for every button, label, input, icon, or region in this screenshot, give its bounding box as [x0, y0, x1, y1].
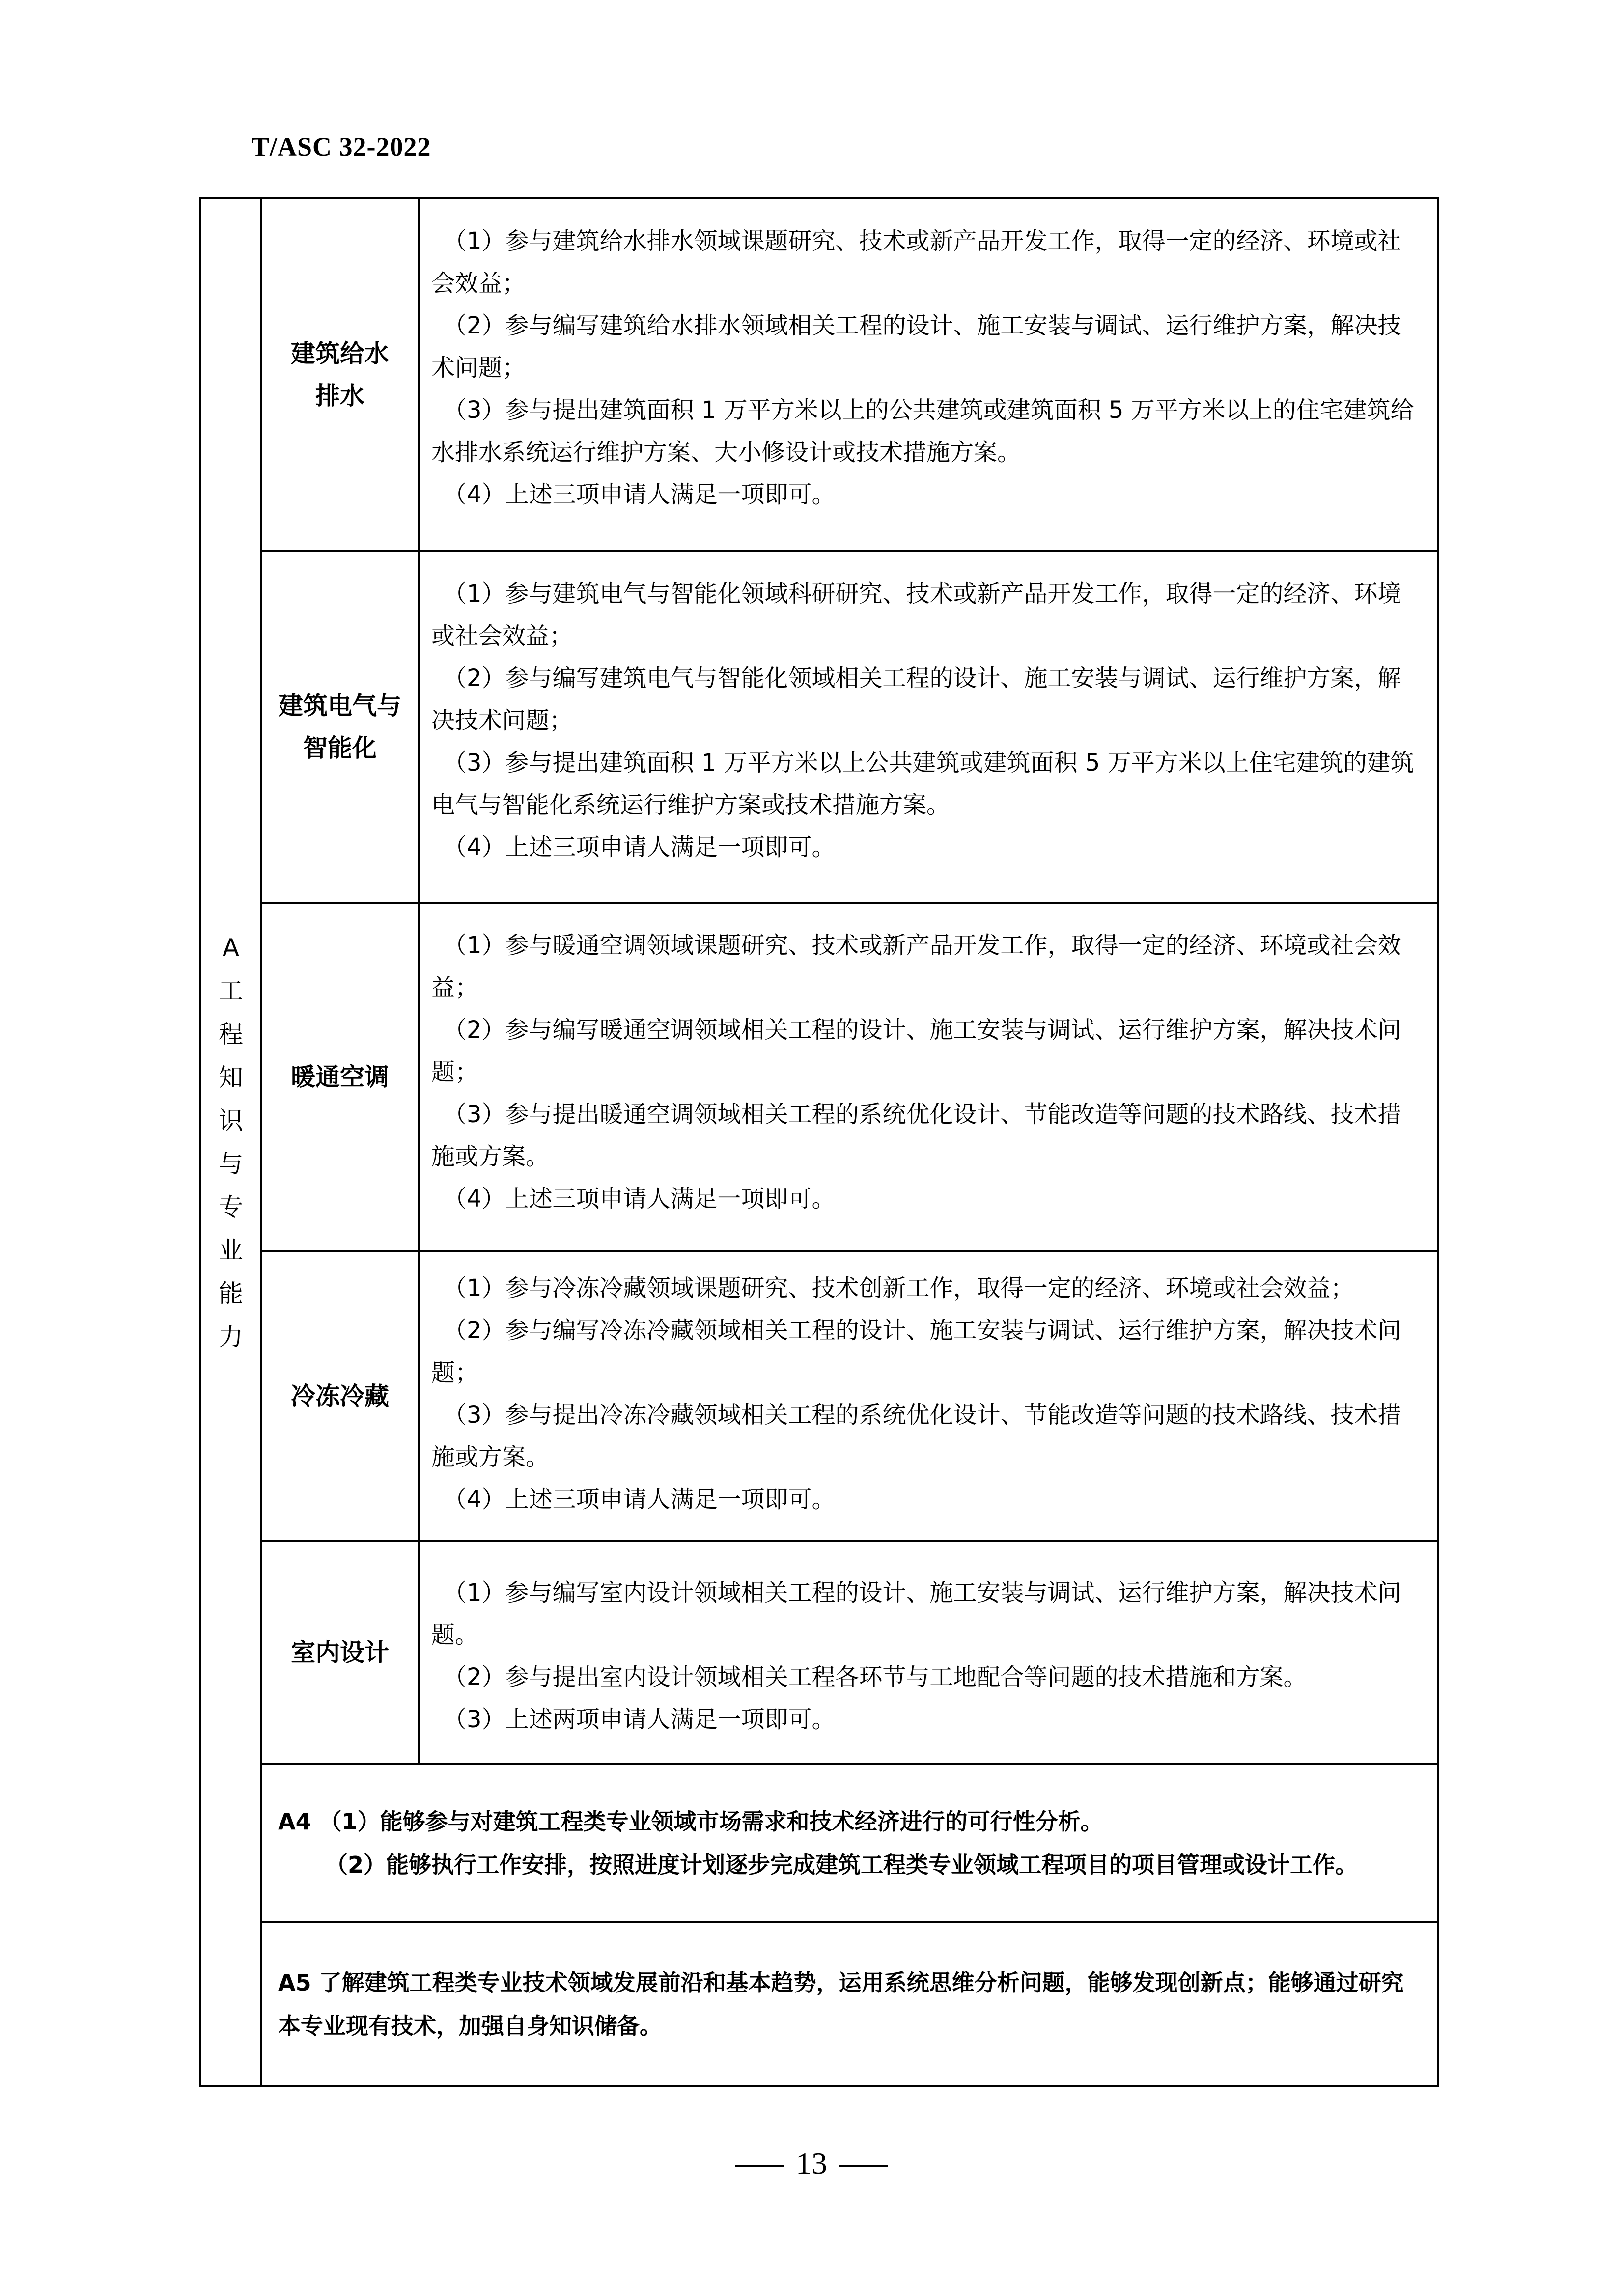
list-item: （3）参与提出冷冻冷藏领域相关工程的系统优化设计、节能改造等问题的技术路线、技术措施或方案。 [431, 1401, 1401, 1471]
row-name-cell [261, 551, 419, 903]
category-char: 程 [219, 1020, 243, 1049]
list-item: （3）参与提出建筑面积 1 万平方米以上的公共建筑或建筑面积 5 万平方米以上的住宅建筑给水排水系统运行维护方案、大小修设计或技术措施方案。 [431, 396, 1414, 466]
row-content-cell [419, 1541, 1438, 1764]
list-item: （1）参与建筑给水排水领域课题研究、技术或新产品开发工作，取得一定的经济、环境或社会效益； [431, 227, 1401, 297]
row-name-cell [261, 903, 419, 1251]
a4-line-1: A4 （1）能够参与对建筑工程类专业领域市场需求和技术经济进行的可行性分析。 [278, 1808, 1103, 1835]
list-item: （1）参与建筑电气与智能化领域科研研究、技术或新产品开发工作，取得一定的经济、环境或社会效益； [431, 580, 1401, 650]
row-name-line: 建筑电气与 [279, 692, 401, 720]
list-item: （2）参与编写暖通空调领域相关工程的设计、施工安装与调试、运行维护方案，解决技术问题； [431, 1016, 1401, 1086]
list-item: （2）参与编写建筑给水排水领域相关工程的设计、施工安装与调试、运行维护方案，解决技术问题； [431, 312, 1401, 382]
footer-dash-right [839, 2165, 888, 2167]
page-footer [0, 2145, 1623, 2182]
row-name-line: 智能化 [303, 734, 377, 762]
row-content-cell [419, 1251, 1438, 1541]
a5-text: A5 了解建筑工程类专业技术领域发展前沿和基本趋势，运用系统思维分析问题，能够发现创新点；能够通过研究本专业现有技术，加强自身知识储备。 [278, 1969, 1404, 2039]
list-item: （1）参与冷冻冷藏领域课题研究、技术创新工作，取得一定的经济、环境或社会效益； [443, 1274, 1354, 1302]
table-row [200, 198, 1438, 551]
table-row [200, 1541, 1438, 1764]
row-name-cell [261, 1541, 419, 1764]
category-char: 与 [219, 1149, 243, 1178]
table-row [200, 1922, 1438, 2086]
list-item: （1）参与暖通空调领域课题研究、技术或新产品开发工作，取得一定的经济、环境或社会效益； [431, 932, 1401, 1001]
a4-line-2: （2）能够执行工作安排，按照进度计划逐步完成建筑工程类专业领域工程项目的项目管理或设计工作。 [325, 1852, 1358, 1878]
row-name-line: 排水 [315, 382, 364, 410]
document-code: T/ASC 32-2022 [252, 132, 431, 162]
list-item: （2）参与编写冷冻冷藏领域相关工程的设计、施工安装与调试、运行维护方案，解决技术问题； [431, 1317, 1401, 1386]
list-item: （1）参与编写室内设计领域相关工程的设计、施工安装与调试、运行维护方案，解决技术问题。 [431, 1579, 1401, 1649]
category-char: 业 [219, 1236, 243, 1265]
list-item: （3）参与提出建筑面积 1 万平方米以上公共建筑或建筑面积 5 万平方米以上住宅建筑的建筑电气与智能化系统运行维护方案或技术措施方案。 [431, 749, 1414, 819]
list-item: （4）上述三项申请人满足一项即可。 [443, 833, 836, 861]
table-row [200, 1251, 1438, 1541]
list-item: （3）参与提出暖通空调领域相关工程的系统优化设计、节能改造等问题的技术路线、技术措施或方案。 [431, 1101, 1401, 1170]
row-content-cell [419, 903, 1438, 1251]
table-row [200, 903, 1438, 1251]
row-name-line: 暖通空调 [291, 1063, 389, 1091]
category-char: 知 [219, 1063, 243, 1092]
page-number: 13 [796, 2146, 827, 2181]
row-name-line: 冷冻冷藏 [291, 1382, 389, 1411]
table-row [200, 551, 1438, 903]
list-item: （4）上述三项申请人满足一项即可。 [443, 481, 836, 508]
footer-dash-left [735, 2165, 784, 2167]
category-char: 能 [219, 1279, 243, 1308]
row-name-cell [261, 198, 419, 551]
list-item: （4）上述三项申请人满足一项即可。 [443, 1185, 836, 1213]
row-name-line: 室内设计 [291, 1638, 389, 1667]
category-char: 工 [219, 976, 243, 1005]
category-char: 力 [219, 1322, 243, 1351]
a5-cell [261, 1922, 1438, 2086]
row-content-cell [419, 198, 1438, 551]
row-name-cell [261, 1251, 419, 1541]
list-item: （4）上述三项申请人满足一项即可。 [443, 1486, 836, 1513]
list-item: （2）参与编写建筑电气与智能化领域相关工程的设计、施工安装与调试、运行维护方案，解决技术问题； [431, 664, 1401, 734]
category-char: A [222, 933, 240, 962]
category-char: 专 [219, 1192, 243, 1221]
table-row [200, 1764, 1438, 1922]
row-name-line: 建筑给水 [291, 339, 389, 368]
list-item: （3）上述两项申请人满足一项即可。 [443, 1706, 836, 1733]
category-cell [200, 198, 261, 2086]
a4-cell [261, 1764, 1438, 1922]
requirements-table [199, 197, 1439, 2087]
row-content-cell [419, 551, 1438, 903]
category-label [219, 926, 243, 1358]
category-char: 识 [219, 1106, 243, 1135]
list-item: （2）参与提出室内设计领域相关工程各环节与工地配合等问题的技术措施和方案。 [443, 1663, 1307, 1691]
